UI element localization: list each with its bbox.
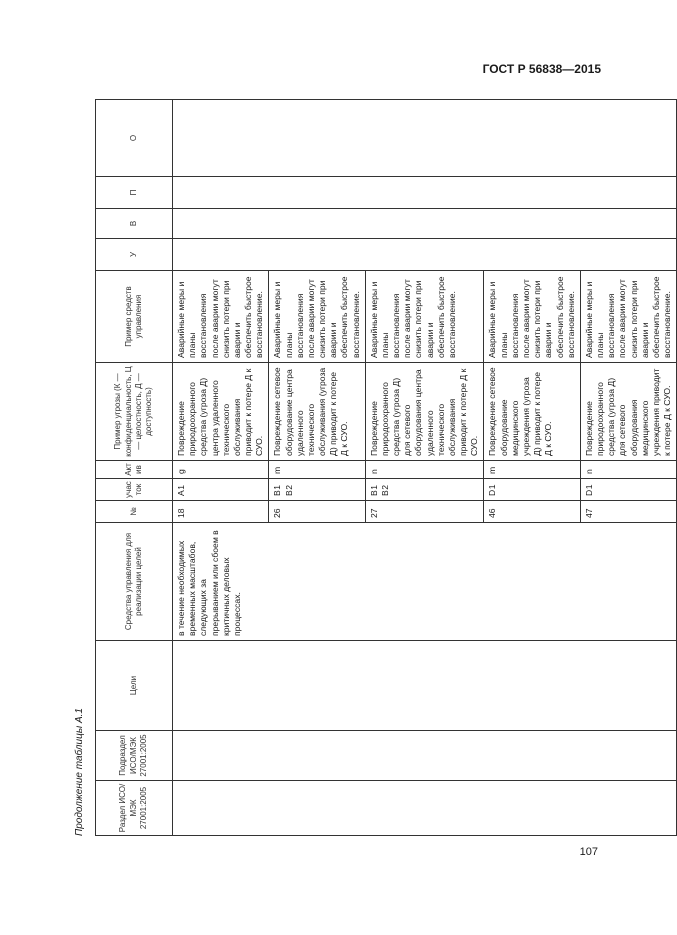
col-header-v: В [96,209,173,239]
row-area [580,479,676,501]
row-asset: m [269,461,365,479]
p-cell [173,177,677,209]
table-caption: Продолжение таблицы А.1 [74,708,85,836]
row-number: 47 [580,501,676,523]
col-header-threat: Пример угрозы (К — конфиденциальность, Ц — целостность, Д — доступность) [96,363,173,461]
row-control: Аварийные меры и планы восстановления после аварии могут снизить потери при аварии и обеспечить быстрое восстановление. [173,271,269,363]
row-asset: g [173,461,269,479]
row-number: 26 [269,501,365,523]
col-header-number: № [96,501,173,523]
row-area [484,479,580,501]
col-header-subsection: Подраздел ИСО/МЭК 27001:2005 [96,731,173,781]
row-area [365,479,484,501]
document-header: ГОСТ Р 56838—2015 [482,62,601,76]
row-number: 46 [484,501,580,523]
o-cell [173,100,677,177]
area-code: B2 [379,484,390,496]
col-header-goals: Цели [96,641,173,731]
row-threat: Повреждение природоохранного средства (угроза Д) центра удаленного технического обслуживания приводит к потере Д к СУО. [173,363,269,461]
area-code: B1 [368,484,379,496]
table-row [173,100,269,836]
col-header-section: Раздел ИСО/МЭК 27001:2005 [96,781,173,836]
col-header-asset: Актив [96,461,173,479]
table-header-row [96,100,173,836]
u-cell [173,239,677,271]
col-header-u: У [96,239,173,271]
area-code: B2 [283,484,294,496]
requirements-table [95,99,677,836]
row-threat: Повреждение природоохранного средства (угроза Д) для сетевого оборудования медицинского учреждения приводит к потере Д к СУО. [580,363,676,461]
area-code: D1 [487,484,498,496]
row-asset: n [365,461,484,479]
area-code: B1 [272,484,283,496]
area-code: A1 [176,484,186,496]
row-asset: n [580,461,676,479]
row-control: Аварийные меры и планы восстановления после аварии могут снизить потери при аварии и обеспечить быстрое восстановление. [484,271,580,363]
col-header-area: участок [96,479,173,501]
control-means-cell: в течение необходимых временных масштабов, следующих за прерыванием или сбоем в критичных деловых процессах. [173,523,677,641]
col-header-controls: Средства управления для реализации целей [96,523,173,641]
row-asset: m [484,461,580,479]
row-control: Аварийные меры и планы восстановления после аварии могут снизить потери при аварии и обеспечить быстрое восстановление. [580,271,676,363]
row-number: 18 [173,501,269,523]
row-threat: Повреждение сетевое оборудование центра удаленного технического обслуживания (угроза Д) приводит к потере Д к СУО. [269,363,365,461]
section-cell [173,781,677,836]
v-cell [173,209,677,239]
goals-cell [173,641,677,731]
col-header-o: О [96,100,173,177]
subsection-cell [173,731,677,781]
col-header-control-example: Пример средств управления [96,271,173,363]
page-number: 107 [579,846,598,858]
row-threat: Повреждение сетевое оборудование медицинского учреждения (угроза Д) приводит к потере Д к СУО. [484,363,580,461]
row-control: Аварийные меры и планы восстановления после аварии могут снизить потери при аварии и обеспечить быстрое восстановление. [365,271,484,363]
row-area [269,479,365,501]
area-code: D1 [583,484,594,496]
rotated-table-area [74,100,673,836]
row-control: Аварийные меры и планы восстановления после аварии могут снизить потери при аварии и обеспечить быстрое восстановление. [269,271,365,363]
row-threat: Повреждение природоохранного средства (угроза Д) для сетевого оборудования центра удаленного технического обслуживания приводит к потере Д к СУО. [365,363,484,461]
row-number: 27 [365,501,484,523]
col-header-p: П [96,177,173,209]
row-area [173,479,269,501]
